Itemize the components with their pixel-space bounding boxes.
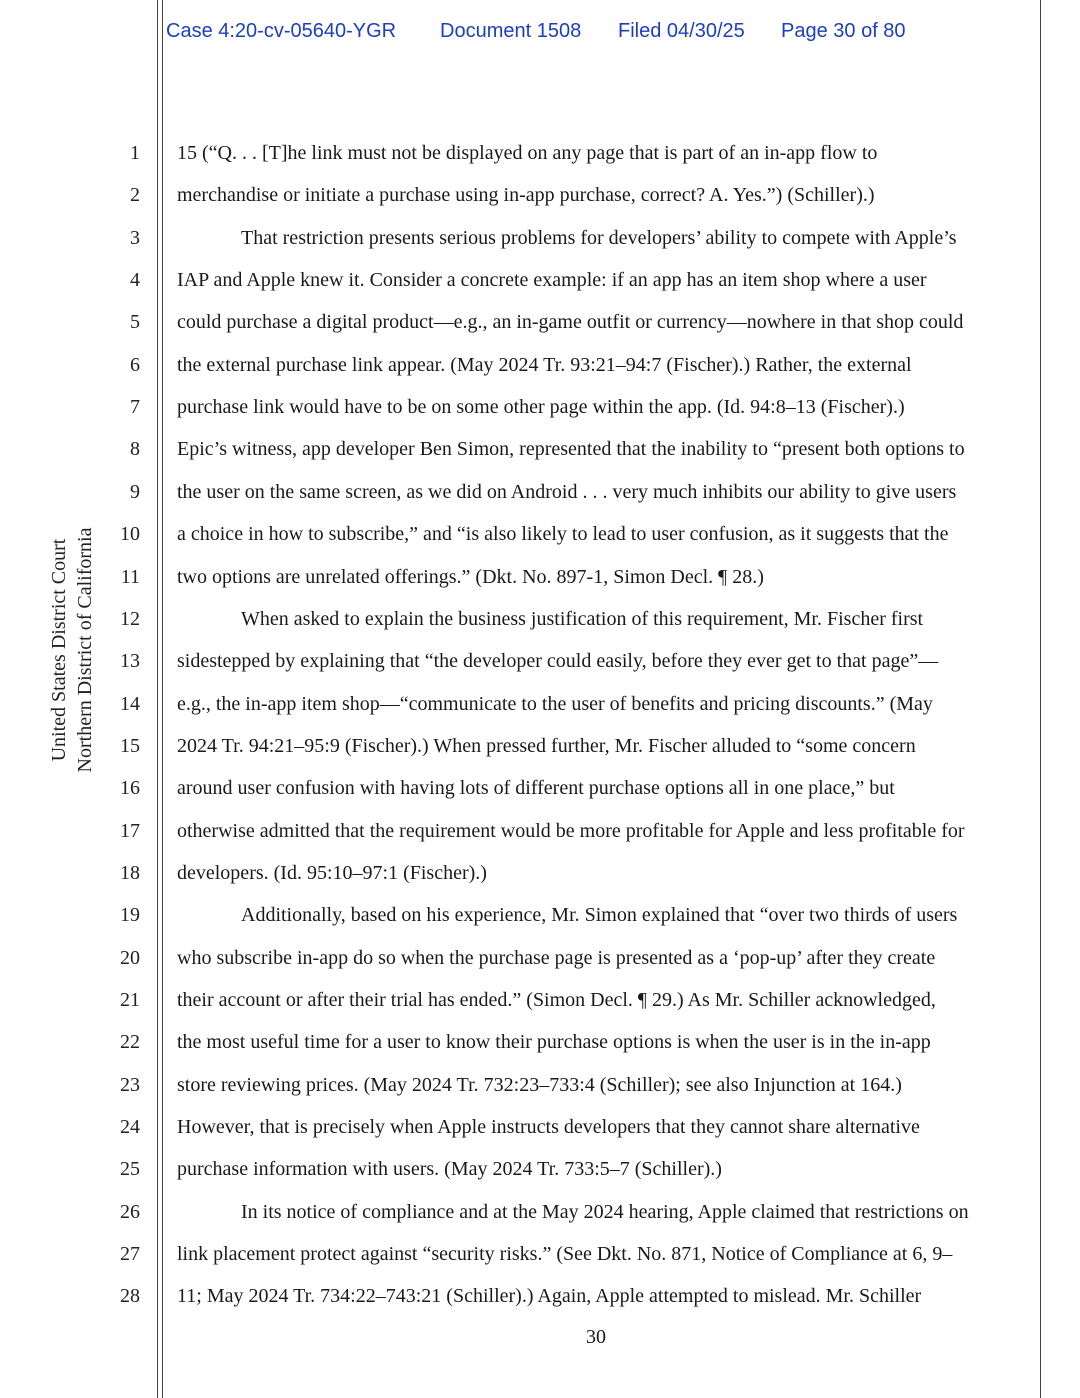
line-text: the external purchase link appear. (May 2024 Tr. 93:21–94:7 (Fischer).) Rather, the external [177, 353, 912, 376]
line-text: store reviewing prices. (May 2024 Tr. 732:23–733:4 (Schiller); see also Injunction at 164.) [177, 1073, 902, 1096]
document-line [0, 134, 1080, 176]
line-number: 22 [120, 1031, 140, 1054]
line-number: 14 [120, 692, 140, 715]
filed-date: Filed 04/30/25 [618, 20, 745, 42]
line-number: 8 [130, 438, 140, 461]
line-text: the user on the same screen, as we did on Android . . . very much inhibits our ability to give users [177, 480, 957, 503]
line-number: 17 [120, 819, 140, 842]
document-line [0, 854, 1080, 896]
line-text: 11; May 2024 Tr. 734:22–743:21 (Schiller).) Again, Apple attempted to mislead. Mr. Schiller [177, 1285, 922, 1308]
document-line [0, 303, 1080, 345]
document-line [0, 261, 1080, 303]
document-line [0, 1108, 1080, 1150]
document-line [0, 769, 1080, 811]
document-line [0, 981, 1080, 1023]
line-text: who subscribe in-app do so when the purchase page is presented as a ‘pop-up’ after they create [177, 946, 936, 969]
line-text: purchase information with users. (May 2024 Tr. 733:5–7 (Schiller).) [177, 1158, 722, 1181]
page-indicator: Page 30 of 80 [781, 20, 906, 42]
case-number: Case 4:20-cv-05640-YGR [166, 20, 397, 42]
line-text: In its notice of compliance and at the May 2024 hearing, Apple claimed that restrictions on [241, 1200, 969, 1223]
document-line [0, 430, 1080, 472]
document-line [0, 727, 1080, 769]
line-number: 2 [130, 184, 140, 207]
line-text: their account or after their trial has ended.” (Simon Decl. ¶ 29.) As Mr. Schiller acknowledged, [177, 989, 936, 1011]
line-text: That restriction presents serious problems for developers’ ability to compete with Apple’s [241, 226, 957, 249]
document-line [0, 473, 1080, 515]
document-line [0, 1235, 1080, 1277]
line-number: 28 [120, 1285, 140, 1308]
line-number: 11 [120, 565, 140, 588]
line-text: IAP and Apple knew it. Consider a concrete example: if an app has an item shop where a user [177, 269, 927, 292]
line-number: 13 [120, 650, 140, 673]
document-number: Document 1508 [440, 20, 582, 42]
line-text: merchandise or initiate a purchase using in-app purchase, correct? A. Yes.”) (Schiller).) [177, 184, 875, 207]
document-line [0, 939, 1080, 981]
court-rail-line1: United States District Court [48, 538, 70, 762]
document-line [0, 600, 1080, 642]
line-text: 2024 Tr. 94:21–95:9 (Fischer).) When pressed further, Mr. Fischer alluded to “some concern [177, 734, 916, 757]
line-number: 24 [120, 1116, 140, 1139]
line-number: 12 [120, 607, 140, 630]
line-number: 6 [130, 353, 140, 376]
line-text: link placement protect against “security risks.” (See Dkt. No. 871, Notice of Compliance at 6, 9– [177, 1243, 953, 1266]
page-number: 30 [586, 1326, 606, 1348]
document-line [0, 176, 1080, 218]
document-line [0, 812, 1080, 854]
document-line [0, 1150, 1080, 1192]
line-text: otherwise admitted that the requirement would be more profitable for Apple and less profitable for [177, 819, 965, 842]
line-text: purchase link would have to be on some other page within the app. (Id. 94:8–13 (Fischer).) [177, 396, 905, 419]
line-number: 15 [120, 734, 140, 757]
document-line [0, 1277, 1080, 1319]
line-text: Additionally, based on his experience, Mr. Simon explained that “over two thirds of users [241, 904, 958, 927]
line-text: However, that is precisely when Apple instructs developers that they cannot share alternative [177, 1116, 920, 1139]
document-line [0, 1193, 1080, 1235]
line-number: 5 [130, 311, 140, 334]
document-line [0, 388, 1080, 430]
line-number: 26 [120, 1200, 140, 1223]
document-line [0, 515, 1080, 557]
document-line [0, 1066, 1080, 1108]
line-text: e.g., the in-app item shop—“communicate to the user of benefits and pricing discounts.” (May [177, 692, 933, 715]
line-text: sidestepped by explaining that “the developer could easily, before they ever get to that page”— [177, 650, 939, 673]
line-number: 9 [130, 480, 140, 503]
court-rail-line2: Northern District of California [74, 527, 96, 773]
line-number: 27 [120, 1243, 140, 1266]
line-number: 4 [130, 269, 140, 292]
line-number: 20 [120, 946, 140, 969]
document-line [0, 896, 1080, 938]
line-number: 1 [130, 142, 140, 164]
line-text: a choice in how to subscribe,” and “is also likely to lead to user confusion, as it suggests that the [177, 523, 949, 546]
document-line [0, 346, 1080, 388]
line-number: 16 [120, 777, 140, 800]
line-number: 21 [120, 989, 140, 1011]
line-number: 3 [130, 226, 140, 249]
line-text: developers. (Id. 95:10–97:1 (Fischer).) [177, 861, 487, 884]
document-line [0, 1023, 1080, 1065]
line-text: When asked to explain the business justification of this requirement, Mr. Fischer first [241, 607, 924, 630]
line-text: could purchase a digital product—e.g., an in-game outfit or currency—nowhere in that shop could [177, 311, 964, 334]
line-text: around user confusion with having lots of different purchase options all in one place,” but [177, 777, 895, 800]
line-text: two options are unrelated offerings.” (Dkt. No. 897-1, Simon Decl. ¶ 28.) [177, 565, 764, 588]
line-text: the most useful time for a user to know their purchase options is when the user is in the in-app [177, 1031, 931, 1054]
line-number: 23 [120, 1073, 140, 1096]
line-number: 25 [120, 1158, 140, 1181]
document-line [0, 558, 1080, 600]
line-number: 19 [120, 904, 140, 927]
line-text: 15 (“Q. . . [T]he link must not be displayed on any page that is part of an in-app flow to [177, 142, 878, 164]
line-number: 10 [120, 523, 140, 546]
document-line [0, 685, 1080, 727]
document-line [0, 219, 1080, 261]
line-number: 7 [130, 396, 140, 419]
document-line [0, 642, 1080, 684]
line-text: Epic’s witness, app developer Ben Simon, represented that the inability to “present both options to [177, 438, 965, 461]
line-number: 18 [120, 861, 140, 884]
